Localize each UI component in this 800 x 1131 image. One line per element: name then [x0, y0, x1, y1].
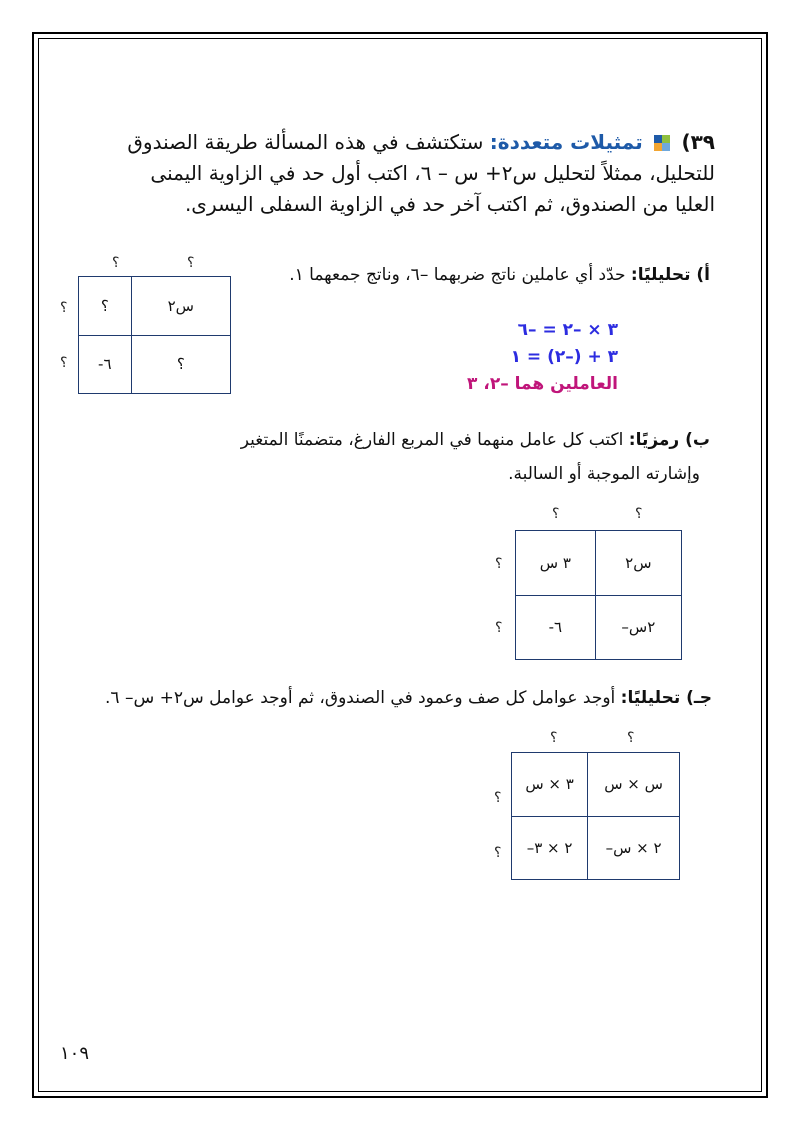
part-b-label: ب) رمزيًا:: [628, 430, 710, 450]
box-b-cell-1-left: ٣ س: [516, 531, 596, 596]
box-b-top-q-left: ؟: [552, 506, 560, 522]
box-a-top-q-right: ؟: [187, 255, 195, 271]
part-a-text: حدّد أي عاملين ناتج ضربهما –٦، وناتج جمعهما ١.: [289, 265, 626, 285]
box-a-side-q-top: ؟: [60, 300, 68, 316]
problem-number: ٣٩): [681, 130, 715, 154]
box-a-top-q-left: ؟: [112, 255, 120, 271]
calc-sum: ٣ + (–٢) = ١: [510, 347, 618, 367]
calc-product: ٣ × –٢ = –٦: [517, 320, 618, 340]
box-a-side-q-bottom: ؟: [60, 355, 68, 371]
box-b-side-q-bottom: ؟: [495, 620, 503, 636]
problem-39-intro: [75, 127, 715, 220]
problem-heading: تمثيلات متعددة:: [489, 130, 643, 154]
part-b-text-1: اكتب كل عامل منهما في المربع الفارغ، متضمنًا المتغير: [240, 430, 624, 450]
part-c-instruction: [105, 688, 712, 708]
part-b-instruction-2: وإشارته الموجبة أو السالبة.: [508, 464, 700, 484]
puzzle-badge-icon: [653, 134, 671, 152]
intro-line-1: [75, 127, 715, 158]
box-c-cell-1-right: س × س: [588, 753, 680, 817]
part-a-label: أ) تحليليًا:: [630, 265, 710, 285]
box-c-cell-2-right: –٢ × س: [588, 816, 680, 880]
box-a: [78, 276, 231, 394]
box-b-cell-2-right: –٢س: [595, 595, 681, 660]
part-c-label: جـ) تحليليًا:: [620, 688, 712, 708]
box-c: [511, 752, 680, 880]
intro-line-1-text: ستكتشف في هذه المسألة طريقة الصندوق: [127, 130, 484, 154]
box-b-cell-1-right: س٢: [595, 531, 681, 596]
intro-line-2: للتحليل، ممثلاً لتحليل س٢+ س – ٦، اكتب أول حد في الزاوية اليمنى: [150, 161, 715, 185]
part-b-instruction-1: [241, 430, 710, 450]
box-c-cell-1-left: ٣ × س: [512, 753, 588, 817]
box-c-side-q-top: ؟: [494, 790, 502, 806]
page-number: ١٠٩: [60, 1043, 90, 1064]
intro-line-3: العليا من الصندوق، ثم اكتب آخر حد في الزاوية السفلى اليسرى.: [184, 192, 715, 216]
box-a-cell-2-right: ؟: [131, 335, 230, 394]
box-c-top-q-right: ؟: [627, 730, 635, 746]
factors-answer: العاملين هما –٢، ٣: [467, 374, 618, 394]
box-c-top-q-left: ؟: [550, 730, 558, 746]
box-c-side-q-bottom: ؟: [494, 845, 502, 861]
box-b-side-q-top: ؟: [495, 556, 503, 572]
box-a-cell-1-right: س٢: [131, 277, 230, 336]
part-a-instruction: [289, 265, 710, 285]
part-c-text: أوجد عوامل كل صف وعمود في الصندوق، ثم أوجد عوامل س٢+ س– ٦.: [105, 688, 616, 708]
box-b: [515, 530, 682, 660]
box-a-cell-2-left: -٦: [79, 335, 132, 394]
box-a-cell-1-left: ؟: [79, 277, 132, 336]
box-b-top-q-right: ؟: [635, 506, 643, 522]
box-b-cell-2-left: -٦: [516, 595, 596, 660]
box-c-cell-2-left: –٢ × ٣: [512, 816, 588, 880]
